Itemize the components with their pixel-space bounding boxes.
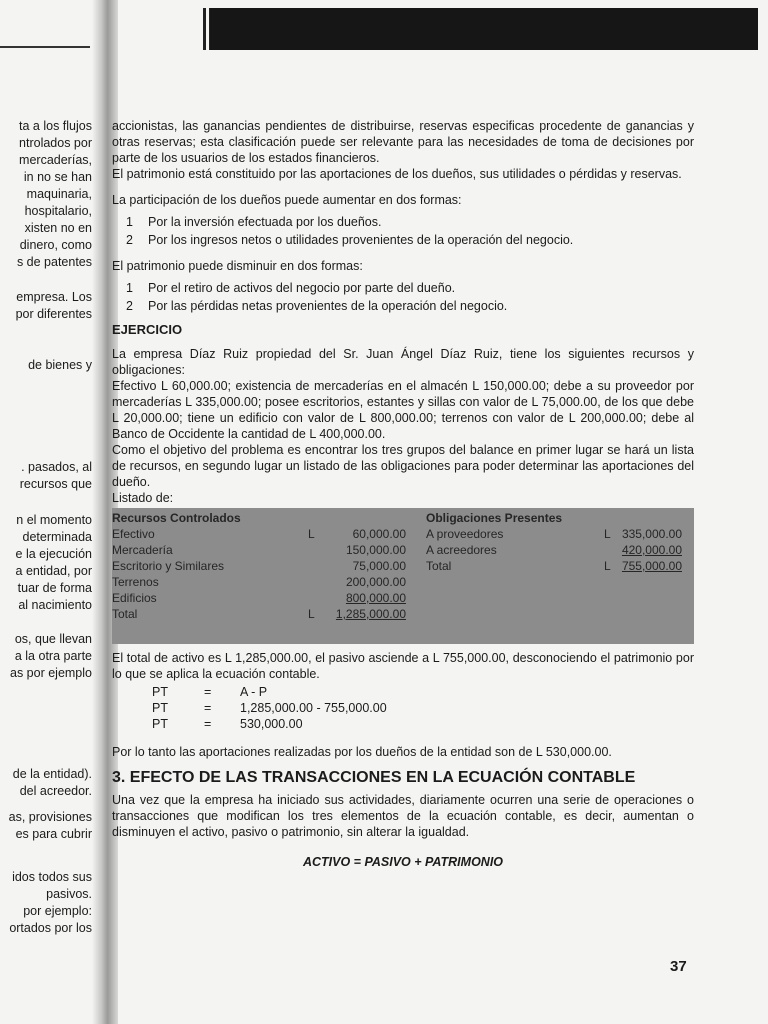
left-fragment: de la entidad). bbox=[12, 767, 92, 781]
left-fragment: del acreedor. bbox=[19, 784, 92, 798]
left-fragment: in no se han bbox=[23, 170, 92, 184]
row-amount: 800,000.00 bbox=[345, 591, 406, 605]
equation-block bbox=[152, 684, 694, 732]
row-label: Mercadería bbox=[112, 543, 173, 557]
row-currency: L bbox=[308, 607, 315, 621]
table-row bbox=[112, 574, 412, 590]
left-fragment: por ejemplo: bbox=[23, 904, 92, 918]
equation-row: PT = 1,285,000.00 - 755,000.00 bbox=[152, 701, 387, 715]
list-item: 1 Por la inversión efectuada por los dueños. bbox=[126, 215, 382, 229]
left-fragment: es para cubrir bbox=[15, 827, 92, 841]
row-amount: 200,000.00 bbox=[345, 575, 406, 589]
paragraph: Como el objetivo del problema es encontrar los tres grupos del balance en primer lugar se hará un lista de recursos, en segundo lugar un listado de las obligaciones para poder determinar las aportaciones del dueño. bbox=[112, 443, 694, 489]
page-number: 37 bbox=[670, 958, 687, 975]
row-amount: 755,000.00 bbox=[621, 559, 682, 573]
section-heading: 3. EFECTO DE LAS TRANSACCIONES EN LA ECUACIÓN CONTABLE bbox=[112, 769, 636, 786]
row-label: A acreedores bbox=[426, 543, 497, 557]
left-fragment: ntrolados por bbox=[19, 136, 92, 150]
left-fragment: por diferentes bbox=[15, 307, 92, 321]
row-currency: L bbox=[604, 559, 611, 573]
list-item: 2 Por los ingresos netos o utilidades provenientes de la operación del negocio. bbox=[126, 233, 574, 247]
row-amount: 60,000.00 bbox=[352, 527, 406, 541]
table-row bbox=[112, 606, 412, 622]
resources-column bbox=[112, 510, 412, 622]
paragraph: La empresa Díaz Ruiz propiedad del Sr. Juan Ángel Díaz Ruiz, tiene los siguientes recursos y obligaciones: bbox=[112, 347, 694, 377]
paragraph: Por lo tanto las aportaciones realizadas por los dueños de la entidad son de L 530,000.00. bbox=[112, 745, 612, 759]
left-fragment: maquinaria, bbox=[26, 187, 92, 201]
page-body bbox=[112, 118, 694, 870]
table-row bbox=[426, 526, 694, 542]
left-fragment: xisten no en bbox=[24, 221, 92, 235]
table-header: Obligaciones Presentes bbox=[426, 511, 563, 525]
left-fragment: e la ejecución bbox=[15, 547, 92, 561]
table-row bbox=[112, 542, 412, 558]
row-currency: L bbox=[308, 527, 315, 541]
row-label: Total bbox=[426, 559, 452, 573]
paragraph: Efectivo L 60,000.00; existencia de mercaderías en el almacén L 150,000.00; debe a su proveedor por mercaderías L 335,000.00; posee escritorios, estantes y sillas con valor de L 75,000.00, de los que debe L 20,000.00; tiene un edificio con valor de L 800,000.00; terrenos con valor de L 200,000.00; debe al Banco de Occidente la cantidad de L 400,000.00. bbox=[112, 379, 694, 441]
row-amount: 1,285,000.00 bbox=[335, 607, 406, 621]
left-fragment: a entidad, por bbox=[15, 564, 92, 578]
paragraph: La participación de los dueños puede aumentar en dos formas: bbox=[112, 193, 462, 207]
row-label: Total bbox=[112, 607, 138, 621]
list-item: 1 Por el retiro de activos del negocio por parte del dueño. bbox=[126, 281, 456, 295]
row-amount: 420,000.00 bbox=[621, 543, 682, 557]
row-label: Escritorio y Similares bbox=[112, 559, 225, 573]
table-row bbox=[112, 590, 412, 606]
decrease-list bbox=[126, 280, 694, 314]
section-heading: EJERCICIO bbox=[112, 322, 183, 337]
left-page-fragments bbox=[0, 0, 92, 1024]
left-fragment: s de patentes bbox=[16, 255, 92, 269]
row-amount: 75,000.00 bbox=[352, 559, 406, 573]
list-item: 2 Por las pérdidas netas provenientes de la operación del negocio. bbox=[126, 299, 508, 313]
table-row bbox=[112, 526, 412, 542]
equation-row: PT = A - P bbox=[152, 685, 268, 699]
left-fragment: mercaderías, bbox=[19, 153, 92, 167]
obligations-column bbox=[426, 510, 694, 574]
left-fragment: n el momento bbox=[16, 513, 92, 527]
left-fragment: a la otra parte bbox=[14, 649, 92, 663]
left-fragment: as, provisiones bbox=[8, 810, 92, 824]
row-amount: 150,000.00 bbox=[345, 543, 406, 557]
left-fragment: idos todos sus bbox=[12, 870, 92, 884]
row-currency: L bbox=[604, 527, 611, 541]
balance-table bbox=[112, 508, 694, 644]
paragraph: El patrimonio está constituido por las aportaciones de los dueños, sus utilidades o pérdidas y reservas. bbox=[112, 167, 682, 181]
left-fragment: as por ejemplo bbox=[10, 666, 92, 680]
left-fragment: ortados por los bbox=[9, 921, 92, 935]
left-fragment: de bienes y bbox=[28, 358, 92, 372]
paragraph: Una vez que la empresa ha iniciado sus actividades, diariamente ocurren una serie de operaciones o transacciones que modifican los tres elementos de la ecuación contable, es decir, aumentan o disminuyen el activo, pasivo o patrimonio, sin alterar la igualdad. bbox=[112, 793, 694, 839]
left-fragment: tuar de forma bbox=[17, 581, 92, 595]
left-fragment: recursos que bbox=[19, 477, 92, 491]
row-label: Edificios bbox=[112, 591, 157, 605]
table-row bbox=[426, 542, 694, 558]
left-fragment: . pasados, al bbox=[21, 460, 92, 474]
table-row bbox=[426, 558, 694, 574]
left-fragment: al nacimiento bbox=[18, 598, 92, 612]
row-label: Efectivo bbox=[112, 527, 155, 541]
table-header: Recursos Controlados bbox=[112, 511, 241, 525]
paragraph: Listado de: bbox=[112, 491, 174, 505]
left-fragment: os, que llevan bbox=[14, 632, 92, 646]
increase-list bbox=[126, 214, 694, 248]
paragraph: El patrimonio puede disminuir en dos formas: bbox=[112, 259, 363, 273]
equation-row: PT = 530,000.00 bbox=[152, 717, 303, 731]
table-row bbox=[112, 558, 412, 574]
accounting-formula: ACTIVO = PASIVO + PATRIMONIO bbox=[302, 855, 504, 869]
row-label: Terrenos bbox=[112, 575, 159, 589]
left-fragment: dinero, como bbox=[19, 238, 92, 252]
left-fragment: determinada bbox=[22, 530, 92, 544]
left-fragment: hospitalario, bbox=[24, 204, 92, 218]
row-amount: 335,000.00 bbox=[621, 527, 682, 541]
top-black-bar bbox=[210, 8, 758, 50]
left-fragment: ta a los flujos bbox=[19, 119, 92, 133]
row-label: A proveedores bbox=[426, 527, 504, 541]
left-fragment: pasivos. bbox=[46, 887, 92, 901]
paragraph: accionistas, las ganancias pendientes de distribuirse, reservas especificas procedente de ganancias y otras reservas; esta clasificación puede ser relevante para las necesidades de toma de decisiones por parte de los usuarios de los estados financieros. bbox=[112, 119, 694, 165]
left-fragment: empresa. Los bbox=[16, 290, 92, 304]
paragraph: El total de activo es L 1,285,000.00, el pasivo asciende a L 755,000.00, desconociendo el patrimonio por lo que se aplica la ecuación contable. bbox=[112, 651, 694, 681]
